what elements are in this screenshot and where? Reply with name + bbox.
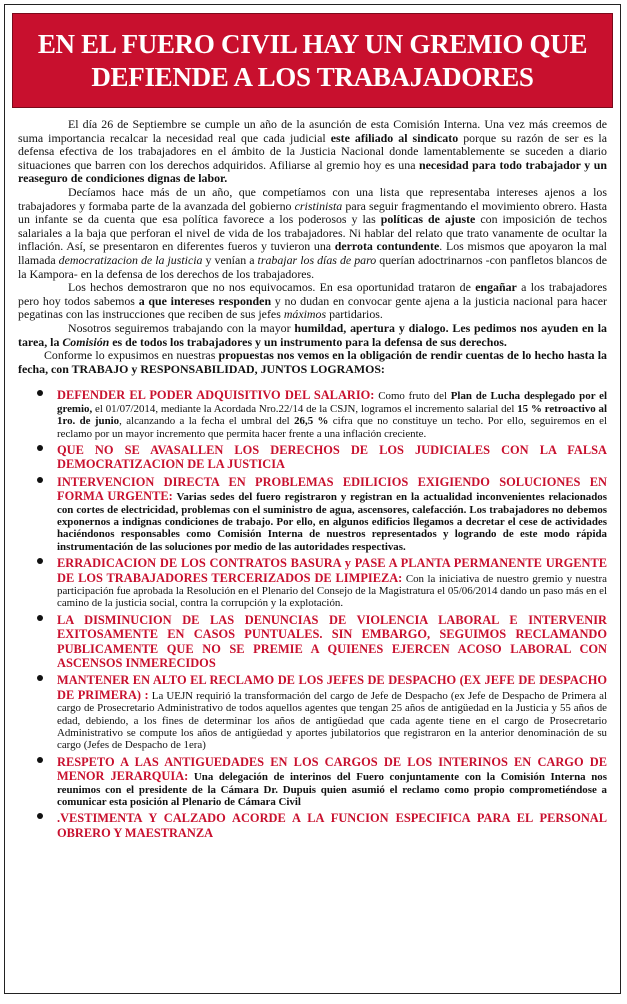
headline-banner	[12, 13, 613, 108]
achievement-text: 15 % retroactivo al 1ro. de junio	[57, 402, 607, 428]
bold-span: este afiliado al sindicato	[330, 130, 459, 145]
paragraph-commitment	[18, 322, 607, 349]
achievement-title: DEFENDER EL PODER ADQUISITIVO DEL SALARIO:	[57, 388, 375, 403]
bullet-icon	[37, 813, 43, 819]
bold-italic-span: Comisión	[62, 334, 110, 349]
achievement-title: .VESTIMENTA Y CALZADO ACORDE A LA FUNCION ESPECIFICA PARA EL PERSONAL OBRERO Y MAESTRANZA	[57, 811, 607, 840]
achievement-text: , alcanzando a la fecha el umbral del	[119, 415, 295, 428]
italic-span: trabajar los días de paro	[257, 252, 377, 267]
bold-span: humildad, apertura y dialogo. Les pedimos nos ayuden en la tarea, la	[18, 320, 607, 349]
bold-span: derrota contundente	[334, 239, 440, 254]
text-span: Decíamos hace más de un año, que competíamos con una lista que representaba intereses ajenos a los trabajadores y formaba parte de la avanzada del gobierno	[18, 184, 607, 213]
text-span: con imposición de techos salariales a la baja que perforan el nivel de vida de los trabajadores. Ni hablar del relato que trato vanamente de ocultar la inflación. Así, se presentaron en diferentes fueros y tuvieron una	[18, 212, 608, 254]
headline-line-2: DEFIENDE A LOS TRABAJADORES	[91, 61, 534, 92]
bold-span: políticas de ajuste	[380, 212, 476, 227]
bullet-icon	[37, 675, 43, 681]
achievement-text: La UEJN requirió la transformación del cargo de Jefe de Despacho (ex Jefe de Despacho de Primera al cargo de Prosecretario Administrativo de todos aquellos agentes que tengan 25 años de antigüedad en la Justicia y 55 años de edad, debiendo, a los fines de determinar los años de antigüedad que cada agente tiene en el cargo de Prosecretario Administrativo se compute los años de antigüedad y aportes jubilatorios que registraron en la anterior denominación de su cargo (Jefes de Despacho de 1era)	[57, 689, 607, 752]
bold-span: a que intereses responden	[138, 293, 272, 308]
achievement-title: QUE NO SE AVASALLEN LOS DERECHOS DE LOS JUDICIALES CON LA FALSA DEMOCRATIZACION DE LA JUSTICIA	[57, 442, 607, 472]
italic-span: democratizacion de la justicia	[58, 252, 203, 267]
paragraph-accountability	[18, 349, 607, 376]
achievement-item	[31, 388, 607, 440]
achievement-item	[31, 673, 607, 751]
text-span: Los hechos demostraron que no nos equivocamos. En esa oportunidad trataron de	[68, 280, 476, 295]
achievement-text: cifra que no constituye un techo. Por ello, seguiremos en el reclamo por un mayor incremento que permita hacer frente a una inflación creciente.	[57, 415, 607, 440]
achievement-text: 26,5 %	[294, 415, 329, 428]
headline-line-1: EN EL FUERO CIVIL HAY UN GREMIO QUE	[37, 28, 588, 59]
text-span: querían adoctrinarnos -con panfletos blancos de la Kampora- en la defensa de los derechos de los trabajadores.	[18, 252, 608, 281]
achievement-item	[31, 556, 607, 610]
achievement-item	[31, 811, 607, 840]
achievement-text: Como fruto del	[374, 390, 451, 403]
achievement-text: el 01/07/2014, mediante la Acordada Nro.22/14 de la CSJN, logramos el incremento salarial del	[92, 402, 518, 415]
bullet-icon	[37, 390, 43, 396]
text-span: a los trabajadores pero hoy todos sabemos	[18, 280, 607, 308]
text-span: partidarios.	[326, 307, 383, 322]
text-span: Nosotros seguiremos trabajando con la mayor	[68, 320, 295, 335]
bullet-icon	[37, 477, 43, 483]
italic-span: cristinista	[294, 198, 343, 213]
achievements-list	[31, 388, 607, 840]
achievement-text: Con la iniciativa de nuestro gremio y nuestra participación fue aprobada la Resolución en el Plenario del Consejo de la Magistratura el 05/06/2014 dando un paso más en el camino de la justicia social, contra la corrupción y la explotación.	[57, 572, 608, 610]
achievement-title: INTERVENCION DIRECTA EN PROBLEMAS EDILICIOS EXIGIENDO SOLUCIONES EN FORMA URGENTE:	[57, 474, 607, 504]
bullet-icon	[37, 558, 43, 564]
achievement-item	[31, 755, 607, 809]
bullet-icon	[37, 757, 43, 763]
achievement-title: RESPETO A LAS ANTIGUEDADES EN LOS CARGOS DE LOS INTERINOS EN CARGO DE MENOR JERARQUIA:	[57, 754, 607, 784]
bold-span: propuestas nos vemos en la obligación de rendir cuentas de lo hecho hasta la fecha, con TRABAJO y RESPONSABILIDAD, JUNTOS LOGRAMOS:	[18, 348, 607, 376]
bullet-icon	[37, 445, 43, 451]
achievement-item	[31, 443, 607, 472]
achievement-title: ERRADICACION DE LOS CONTRATOS BASURA y PASE A PLANTA PERMANENTE URGENTE DE LOS TRABAJADORES TERCERIZADOS DE LIMPIEZA:	[57, 556, 607, 585]
text-span: y venían a	[202, 252, 258, 267]
intro-text	[18, 118, 607, 376]
paragraph-history	[18, 186, 607, 281]
achievement-item	[31, 613, 607, 671]
text-span: para seguir fragmentando el movimiento obrero. Hasta un infante se da cuenta que esa política favorece a los poderosos y las	[18, 198, 607, 227]
text-span: Conforme lo expusimos en nuestras	[44, 348, 219, 363]
paragraph-facts	[18, 281, 607, 322]
bold-span: necesidad para todo trabajador y un reaseguro de condiciones dignas de labor.	[18, 157, 607, 186]
bullet-icon	[37, 615, 43, 621]
achievement-title: LA DISMINUCION DE LAS DENUNCIAS DE VIOLENCIA LABORAL E INTERVENIR EXITOSAMENTE EN CASOS PUNTUALES. SIN EMBARGO, SEGUIMOS RECLAMANDO PUBLICAMENTE QUE NO SE PREMIE A QUIENES EJERCEN ACOSO LABORAL CON ASCENSOS INMERECIDOS	[57, 612, 607, 670]
text-span: . Los mismos que apoyaron la mal llamada	[18, 239, 607, 267]
flyer-page	[4, 4, 621, 994]
bold-span: es de todos los trabajadores y un instrumento para la defensa de sus derechos.	[109, 334, 507, 349]
achievement-title: MANTENER EN ALTO EL RECLAMO DE LOS JEFES DE DESPACHO (EX JEFE DE DESPACHO DE PRIMERA) :	[57, 673, 607, 702]
bold-span: engañar	[475, 280, 517, 295]
paragraph-anniversary	[18, 118, 607, 186]
achievement-text: Plan de Lucha desplegado por el gremio,	[57, 390, 607, 415]
text-span: porque su razón de ser es la defensa efectiva de los trabajadores en el ámbito de la Justicia Nacional donde lamentablemente se suceden a diario situaciones que barren con los derechos adquiridos. Afiliarse al gremio hoy es una	[18, 130, 607, 172]
achievement-text: Una delegación de interinos del Fuero conjuntamente con la Comisión Interna nos reunimos con el presidente de la Cámara Dr. Dupuis quien asumió el reclamo como propio comprometiéndose a comunicar esta posición al Plenario de Cámara Civil	[57, 771, 607, 809]
achievement-item	[31, 475, 607, 553]
achievement-text: Varias sedes del fuero registraron y registran en la actualidad inconvenientes relacionados con cortes de electricidad, problemas con el suministro de agua, ascensores, calefacción. Los trabajadores no debemos exponernos a indignas condiciones de trabajo. Por ello, en algunos edificios llegamos a decretar el cese de actividades haciéndonos responsables como Comisión Interna de nuestros representados y logrando de este modo rápida instrumentación de las soluciones por medio de las autoridades respectivas.	[57, 491, 607, 553]
italic-span: máximos	[283, 307, 327, 322]
text-span: y no dudan en convocar gente ajena a la justicia nacional para hacer pegatinas con las instrucciones que reciben de sus jefes	[18, 293, 608, 322]
text-span: El día 26 de Septiembre se cumple un año de la asunción de esta Comisión Interna. Una vez más creemos de suma importancia recalcar la necesidad real que cada judicial	[18, 117, 607, 145]
